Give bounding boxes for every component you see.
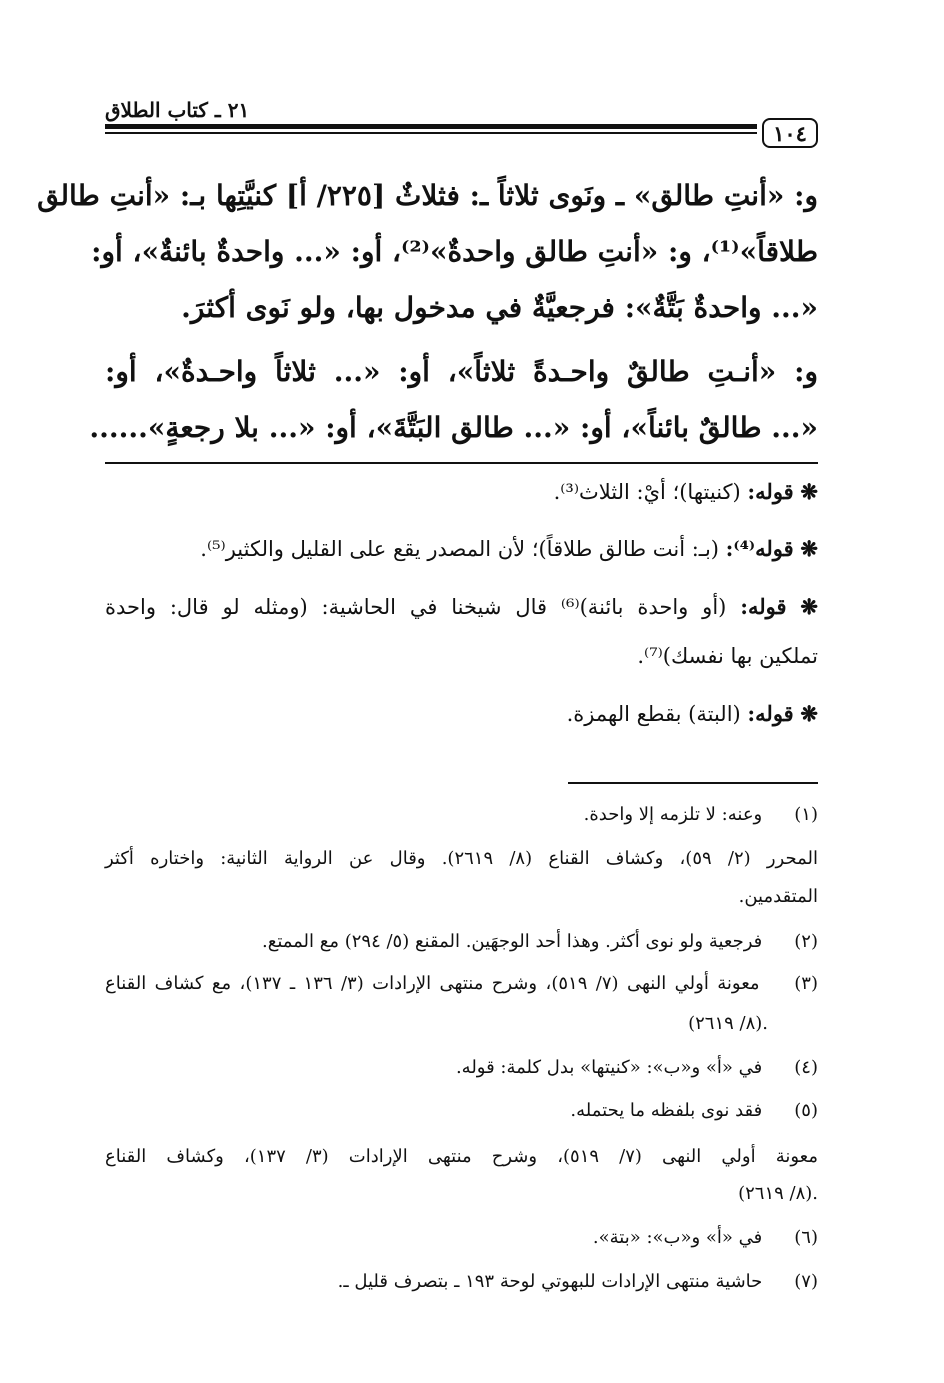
text-separator-rule [105,462,818,464]
footnote-number: (٣) [794,973,818,994]
footnote [105,970,818,998]
star-bullet-icon: ❋ [800,536,818,561]
commentary-item [105,476,818,508]
footnote-text: في «أ» و«ب»: «كنيتها» بدل كلمة: قوله. [455,1057,763,1078]
commentary-label: قوله: [740,594,787,619]
main-text-line: و: «أنتِ طالق» ـ ونَوى ثلاثاً ـ: فثلاثٌ [٢٢٥/ أ] كنيَّتِها بـ: «أنتِ طالق [37,179,818,212]
commentary-text: (البتة) بقطع الهمزة. [566,702,741,726]
header-rule [105,124,757,129]
footnote-rule [568,782,818,784]
commentary-text-continued: تملكين بها نفسك)⁽⁷⁾. [637,644,818,668]
running-title: ٢١ ـ كتاب الطلاق [105,98,250,122]
footnote-number: (٢) [794,931,818,952]
footnote [105,1097,818,1125]
commentary-item [105,698,818,730]
commentary-item [105,533,818,565]
header-rule-thin [105,132,757,134]
commentary-label: قوله⁽⁴⁾: [725,536,794,561]
footnote-text-continued: المتقدمين. [738,886,818,907]
footnote [105,801,818,829]
footnote-number: (٧) [794,1271,818,1292]
footnote [105,1268,818,1296]
star-bullet-icon: ❋ [800,701,818,726]
footnote-number: (٦) [794,1227,818,1248]
commentary-label: قوله: [747,479,794,504]
star-bullet-icon: ❋ [800,594,818,619]
commentary-text: (أو واحدة بائنة)⁽⁶⁾ قال شيخنا في الحاشية: (ومثله لو قال: واحدة [105,595,727,619]
page-number: ١٠٤ [762,118,818,148]
star-bullet-icon: ❋ [800,479,818,504]
footnote-text: فرجعية ولو نوى أكثر. وهذا أحد الوجهَين. المقنع (٥/ ٢٩٤) مع الممتع. [262,931,763,952]
commentary-text: (كنيتها)؛ أيْ: الثلاث⁽³⁾. [553,480,741,504]
footnote-number: (١) [794,804,818,825]
main-text-line: «... واحدةٌ بَتَّةٌ»: فرجعيَّةٌ في مدخول بها، ولو نَوى أكثرَ. [181,291,818,324]
footnote-text: وعنه: لا تلزمه إلا واحدة. [583,804,763,825]
main-text-line: و: «أنـتِ طالقٌ واحـدةً ثلاثاً»، أو: «... ثلاثاً واحـدةٌ»، أو: [105,355,818,388]
footnote-text: معونة أولي النهى (٧/ ٥١٩)، وشرح منتهى الإرادات (٣/ ١٣٧)، وكشاف القناع [105,1146,818,1167]
commentary-item [105,591,818,623]
footnote [105,928,818,956]
footnote-text-continued: (٨/ ٢٦١٩). [688,1013,768,1034]
commentary-text: (بـ: أنت طالق طلاقاً)؛ لأن المصدر يقع على القليل والكثير⁽⁵⁾. [200,537,719,561]
footnote-number: (٤) [794,1057,818,1078]
footnote-text: حاشية منتهى الإرادات للبهوتي لوحة ١٩٣ ـ بتصرف قليل ـ. [337,1271,763,1292]
footnote-number: (٥) [794,1100,818,1121]
footnote-text: معونة أولي النهى (٧/ ٥١٩)، وشرح منتهى الإرادات (٣/ ١٣٦ ـ ١٣٧)، مع كشاف القناع [105,973,760,994]
footnote [105,1054,818,1082]
footnote-text: فقد نوى بلفظه ما يحتمله. [570,1100,763,1121]
main-text-line: طلاقاً»⁽¹⁾، و: «أنتِ طالق واحدةٌ»⁽²⁾، أو: «... واحدةٌ بائنةٌ»، أو: [91,235,818,268]
commentary-label: قوله: [747,701,794,726]
footnote-text: في «أ» و«ب»: «بتة». [592,1227,763,1248]
main-text-line: «... طالقٌ بائناً»، أو: «... طالق البَتَّةَ»، أو: «... بلا رجعةٍ»...... [89,411,818,444]
footnote-text: المحرر (٢/ ٥٩)، وكشاف القناع (٨/ ٢٦١٩). وقال عن الرواية الثانية: واختاره أكثر [105,848,818,869]
footnote [105,1224,818,1252]
footnote-text-continued: (٨/ ٢٦١٩). [738,1183,818,1204]
